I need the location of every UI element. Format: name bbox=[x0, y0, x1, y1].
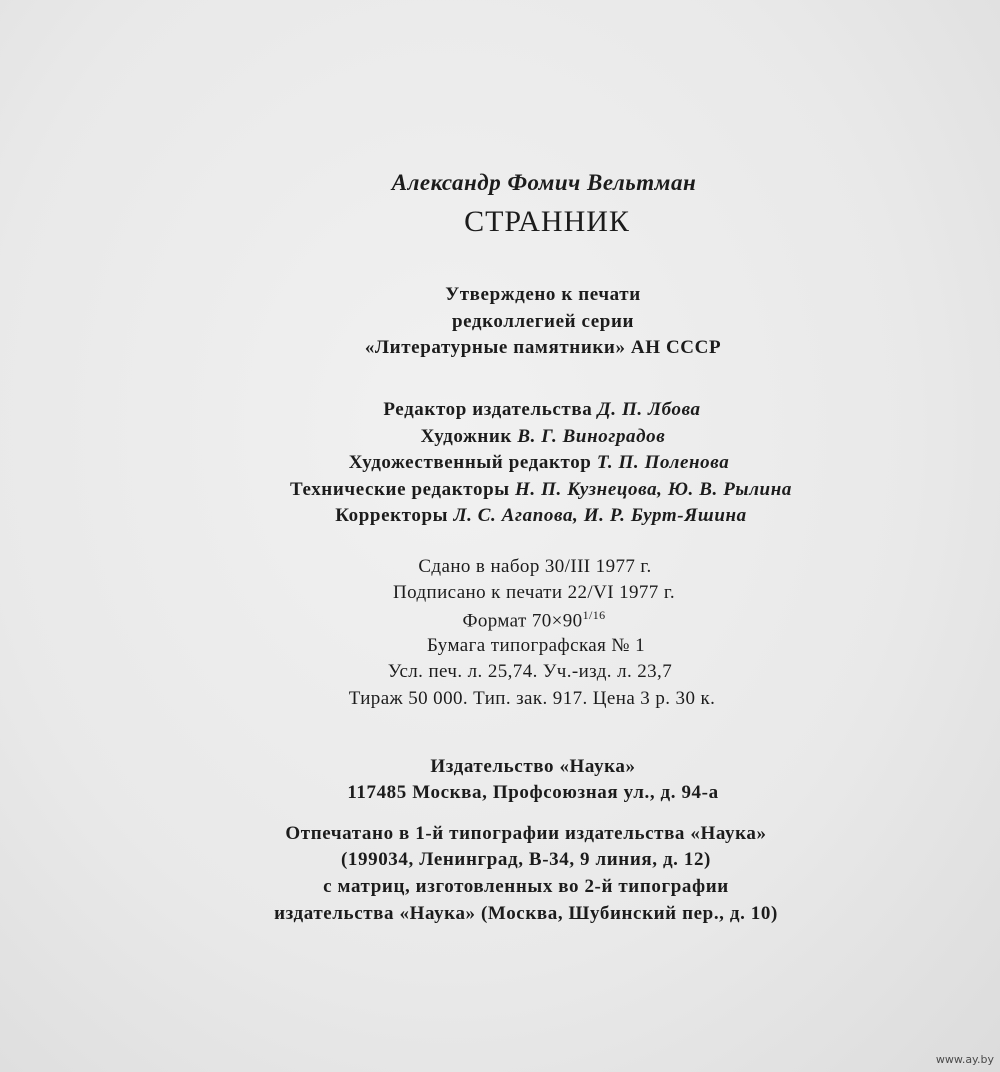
credit-names: В. Г. Виноградов bbox=[517, 426, 666, 447]
credit-role: Технические редакторы bbox=[290, 479, 510, 500]
approval-line-2: редколлегией серии bbox=[451, 311, 635, 332]
printer-line-4: издательства «Наука» (Москва, Шубинский пер., д. 10) bbox=[274, 903, 778, 924]
credit-proofreaders bbox=[0, 505, 1000, 527]
credit-names: Н. П. Кузнецова, Ю. В. Рылина bbox=[515, 479, 792, 500]
book-title: СТРАННИК bbox=[464, 205, 630, 238]
format-fraction: 1/16 bbox=[582, 608, 606, 622]
typeset-date: Сдано в набор 30/III 1977 г. bbox=[418, 556, 652, 577]
circulation-price: Тираж 50 000. Тип. зак. 917. Цена 3 р. 30 к. bbox=[348, 688, 716, 709]
credit-editor bbox=[0, 399, 1000, 421]
printer-line-1: Отпечатано в 1-й типографии издательства «Наука» bbox=[285, 823, 767, 844]
credit-role: Художественный редактор bbox=[348, 452, 592, 473]
credit-art-editor bbox=[0, 452, 1000, 474]
credit-role: Корректоры bbox=[335, 505, 449, 526]
publisher-name: Издательство «Наука» bbox=[430, 756, 636, 777]
format bbox=[0, 608, 1000, 632]
paper-type: Бумага типографская № 1 bbox=[426, 635, 646, 656]
printer-line-3: с матриц, изготовленных во 2-й типографии bbox=[323, 876, 729, 897]
printer-line-2: (199034, Ленинград, В-34, 9 линия, д. 12) bbox=[340, 849, 711, 870]
credit-role: Художник bbox=[420, 426, 512, 447]
author-name: Александр Фомич Вельтман bbox=[391, 170, 697, 195]
sheet-count: Усл. печ. л. 25,74. Уч.-изд. л. 23,7 bbox=[387, 661, 673, 682]
credit-names: Т. П. Поленова bbox=[596, 452, 730, 473]
format-label: Формат 70×90 bbox=[462, 610, 583, 632]
credit-tech-editors bbox=[0, 479, 1000, 501]
approval-line-3: «Литературные памятники» АН СССР bbox=[364, 337, 722, 358]
credit-names: Д. П. Лбова bbox=[597, 399, 701, 420]
signed-date: Подписано к печати 22/VI 1977 г. bbox=[392, 582, 676, 603]
approval-line-1: Утверждено к печати bbox=[445, 284, 641, 305]
site-watermark: www.ay.by bbox=[935, 1053, 994, 1066]
publisher-address: 117485 Москва, Профсоюзная ул., д. 94-а bbox=[347, 782, 719, 803]
credit-names: Л. С. Агапова, И. Р. Бурт-Яшина bbox=[453, 505, 747, 526]
credit-artist bbox=[0, 426, 1000, 448]
credit-role: Редактор издательства bbox=[383, 399, 593, 420]
